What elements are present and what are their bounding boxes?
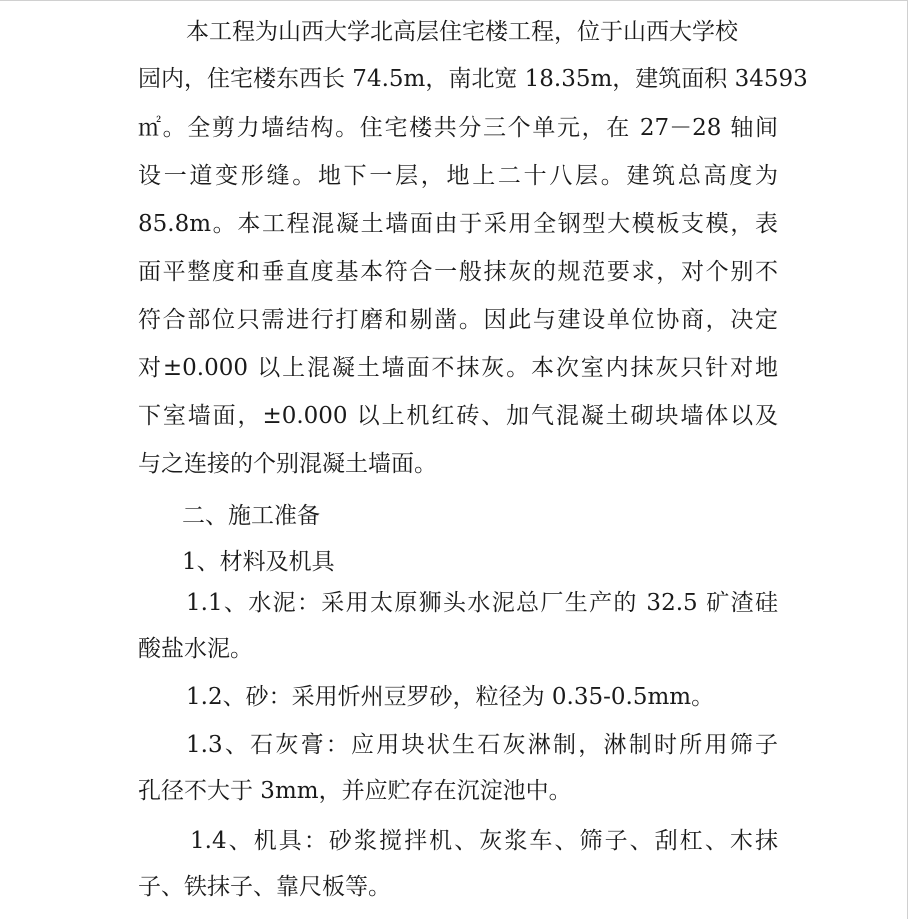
intro-line-5: 85.8m。本工程混凝土墙面由于采用全钢型大模板支模，表 [138,211,778,237]
section-heading: 二、施工准备 [182,503,320,529]
intro-line-10: 与之连接的个别混凝土墙面。 [138,451,437,477]
item-1-1-line-2: 酸盐水泥。 [138,636,253,662]
item-1-3-line-2: 孔径不大于 3mm，并应贮存在沉淀池中。 [138,778,572,804]
intro-line-7: 符合部位只需进行打磨和剔凿。因此与建设单位协商，决定 [138,307,778,333]
intro-line-1: 本工程为山西大学北高层住宅楼工程，位于山西大学校 [186,19,738,45]
intro-line-9: 下室墙面，±0.000 以上机红砖、加气混凝土砌块墙体以及 [138,403,778,429]
intro-line-3: ㎡。全剪力墙结构。住宅楼共分三个单元，在 27－28 轴间 [138,115,778,141]
intro-line-6: 面平整度和垂直度基本符合一般抹灰的规范要求，对个别不 [138,259,778,285]
item-1-1-line-1: 1.1、水泥：采用太原狮头水泥总厂生产的 32.5 矿渣硅 [186,590,778,616]
intro-line-2: 园内，住宅楼东西长 74.5m，南北宽 18.35m，建筑面积 34593 [138,66,808,92]
item-1-4-line-2: 子、铁抹子、靠尺板等。 [138,874,391,900]
subsection-heading: 1、材料及机具 [182,549,335,575]
intro-line-4: 设一道变形缝。地下一层，地上二十八层。建筑总高度为 [138,163,778,189]
item-1-3-line-1: 1.3、石灰膏：应用块状生石灰淋制，淋制时所用筛子 [186,732,778,758]
item-1-4-line-1: 1.4、机具：砂浆搅拌机、灰浆车、筛子、刮杠、木抹 [190,828,778,854]
top-border [0,0,908,1]
intro-line-8: 对±0.000 以上混凝土墙面不抹灰。本次室内抹灰只针对地 [138,355,778,381]
item-1-2-line: 1.2、砂：采用忻州豆罗砂，粒径为 0.35-0.5mm。 [186,684,715,710]
